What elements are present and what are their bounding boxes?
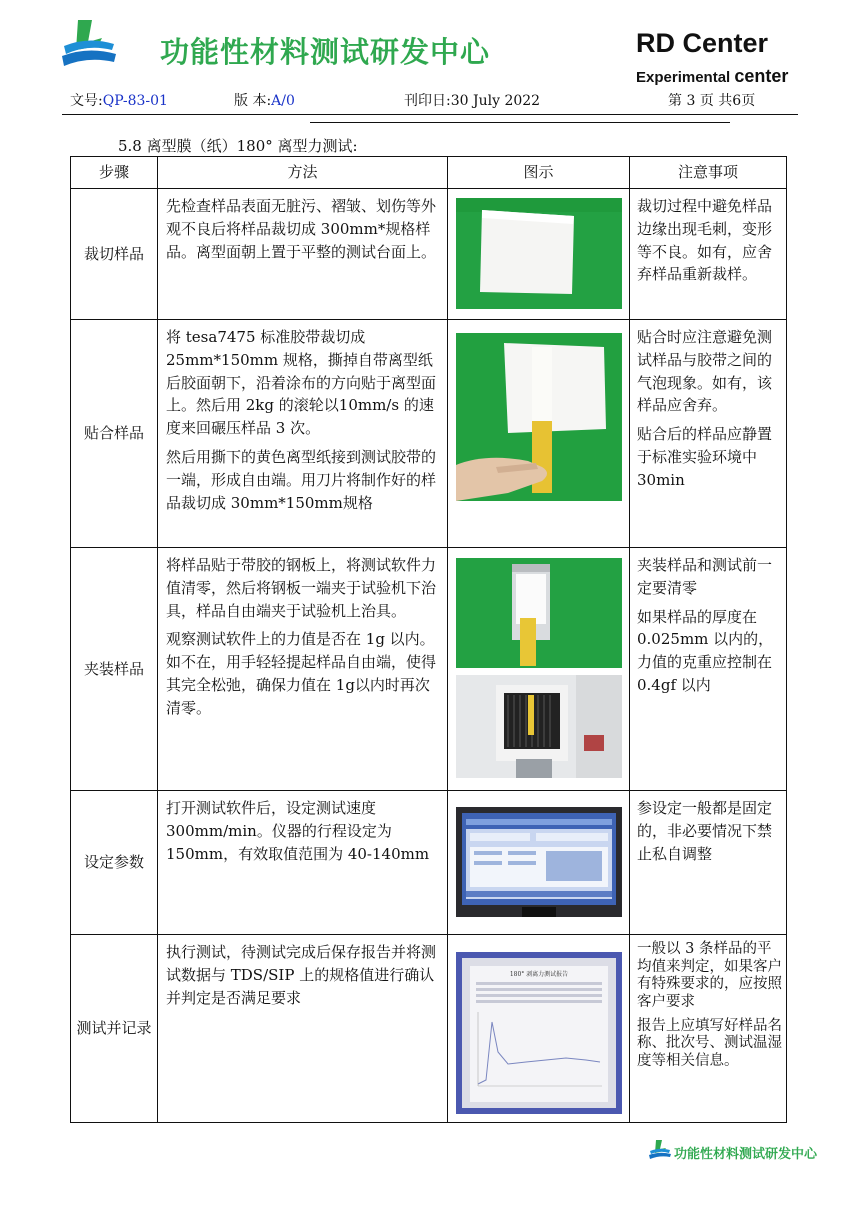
print-date-label: 刊印日: (404, 93, 451, 109)
method-cell (158, 189, 448, 320)
header-divider (62, 114, 798, 115)
software-settings-screen-photo (456, 807, 622, 917)
header-step: 步骤 (71, 157, 158, 189)
method-cell (158, 548, 448, 791)
image-cell (448, 548, 630, 791)
note-text: 裁切过程中避免样品边缘出现毛刺，变形等不良。如有，应舍弃样品重新裁样。 (637, 197, 773, 284)
page-suffix: 页 (741, 93, 756, 109)
method-text: 观察测试软件上的力值是否在 1g 以内。如不在，用手轻轻提起样品自由端，使得其完全松弛，确保力值在 1g以内时再次清零。 (166, 630, 437, 717)
note-text: 夹装样品和测试前一定要清零 (637, 556, 773, 597)
table-row (71, 189, 787, 320)
doc-number (70, 90, 168, 110)
print-date (404, 90, 540, 110)
version-value: A/0 (271, 93, 295, 109)
image-cell (448, 320, 630, 548)
doc-number-value: QP-83-01 (102, 93, 168, 109)
procedure-table (70, 156, 787, 1123)
version-label: 版 本: (234, 93, 272, 109)
notes-cell (630, 791, 787, 935)
notes-cell (630, 548, 787, 791)
tape-laminated-sample-photo (456, 333, 622, 501)
note-text: 贴合后的样品应静置于标准实验环境中 30min (637, 425, 773, 489)
rd-center-subtitle (636, 66, 788, 87)
method-text: 打开测试软件后，设定测试速度300mm/min。仪器的行程设定为150mm，有效取值范围为 40-140mm (166, 799, 430, 863)
notes-cell (630, 189, 787, 320)
rd-center-title: RD Center (636, 28, 769, 58)
doc-number-label: 文号: (70, 93, 103, 109)
image-cell (448, 791, 630, 935)
step-cell: 贴合样品 (71, 320, 158, 548)
footer-logo-icon (648, 1139, 672, 1161)
page-mid: 页 共 (699, 93, 733, 109)
section-title: 5.8 离型膜（纸）180° 离型力测试: (118, 137, 358, 155)
note-text: 贴合时应注意避免测试样品与胶带之间的气泡现象。如有，该样品应舍弃。 (637, 328, 773, 415)
note-text: 参设定一般都是固定的，非必要情况下禁止私自调整 (637, 799, 773, 863)
table-row (71, 548, 787, 791)
page-current: 3 (686, 93, 696, 109)
header-method: 方法 (158, 157, 448, 189)
step-cell: 裁切样品 (71, 189, 158, 320)
header-divider-short (310, 122, 730, 123)
step-cell: 测试并记录 (71, 935, 158, 1123)
method-cell (158, 791, 448, 935)
method-text: 然后用撕下的黄色离型纸接到测试胶带的一端，形成自由端。用刀片将制作好的样品裁切成 30mm*150mm规格 (166, 447, 437, 512)
note-text: 如果样品的厚度在0.025mm 以内的，力值的克重应控制在 0.4gf 以内 (637, 607, 774, 694)
clamped-steel-plate-photo (456, 558, 622, 668)
image-cell (448, 189, 630, 320)
test-report-screen-photo (456, 952, 622, 1114)
version (234, 90, 295, 110)
table-row (71, 935, 787, 1123)
table-row (71, 320, 787, 548)
header-image: 图示 (448, 157, 630, 189)
image-cell (448, 935, 630, 1123)
rd-sub-part-a: Experimental (636, 69, 735, 86)
org-title: 功能性材料测试研发中心 (160, 35, 491, 69)
table-header-row (71, 157, 787, 189)
rd-sub-part-b: center (734, 66, 789, 86)
method-text: 将样品贴于带胶的钢板上，将测试软件力值清零，然后将钢板一端夹于试验机下治具，样品自由端夹于试验机上治具。 (166, 556, 437, 620)
note-text: 报告上应填写好样品名称、批次号、测试温湿度等相关信息。 (637, 1017, 782, 1070)
report-title-text: 180° 剥离力测试报告 (509, 971, 569, 978)
header-notes: 注意事项 (630, 157, 787, 189)
notes-cell (630, 935, 787, 1123)
notes-cell (630, 320, 787, 548)
page-indicator (668, 90, 755, 110)
white-sample-photo (456, 198, 622, 309)
footer-org-name: 功能性材料测试研发中心 (674, 1147, 818, 1162)
print-date-value: 30 July 2022 (450, 93, 541, 109)
step-cell: 设定参数 (71, 791, 158, 935)
tensile-tester-photo (456, 675, 622, 778)
page-prefix: 第 (668, 93, 682, 109)
step-cell: 夹装样品 (71, 548, 158, 791)
method-text: 将 tesa7475 标准胶带裁切成25mm*150mm 规格，撕掉自带离型纸后胶面朝下，沿着涂布的方向贴于离型面上。然后用 2kg 的滚轮以10mm/s 的速度来回碾压样品 3 次。 (166, 328, 437, 438)
method-cell (158, 935, 448, 1123)
center-logo-icon (58, 16, 118, 70)
method-text: 先检查样品表面无脏污、褶皱、划伤等外观不良后将样品裁切成 300mm*规格样品。离型面朝上置于平整的测试台面上。 (166, 197, 437, 261)
table-row (71, 791, 787, 935)
method-cell (158, 320, 448, 548)
note-text: 一般以 3 条样品的平均值来判定，如果客户有特殊要求的，应按照客户要求 (637, 941, 782, 1011)
page-total: 6 (732, 93, 742, 109)
method-text: 执行测试，待测试完成后保存报告并将测试数据与 TDS/SIP 上的规格值进行确认并判定是否满足要求 (166, 943, 437, 1007)
